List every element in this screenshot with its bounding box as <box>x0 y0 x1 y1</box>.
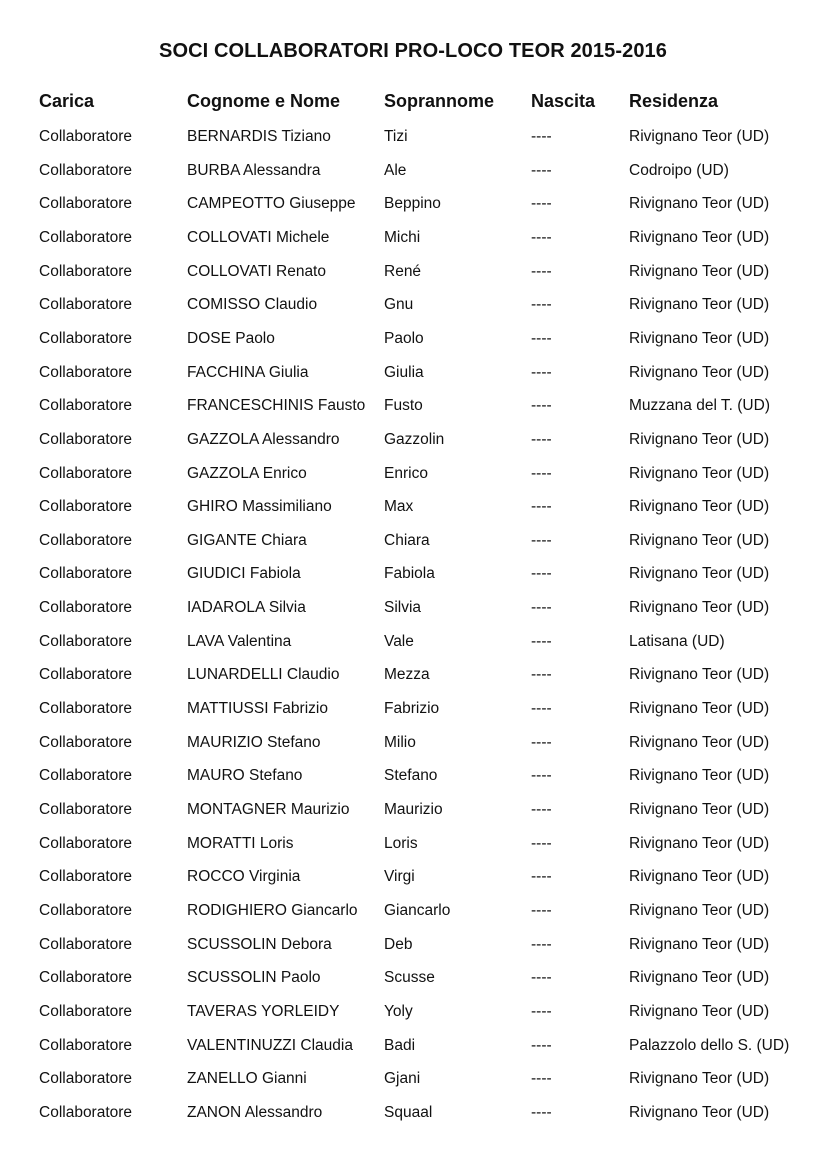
cell-nascita: ---- <box>531 1002 552 1020</box>
cell-soprannome: Loris <box>384 834 418 852</box>
cell-nome: DOSE Paolo <box>187 329 275 347</box>
cell-soprannome: Gnu <box>384 296 414 314</box>
cell-nome: COMISSO Claudio <box>187 296 318 314</box>
table-row <box>0 731 826 755</box>
table-row <box>0 596 826 620</box>
cell-nome: CAMPEOTTO Giuseppe <box>187 195 356 213</box>
cell-soprannome: Stefano <box>384 767 438 785</box>
cell-soprannome: Yoly <box>384 1002 413 1020</box>
cell-nome: IADAROLA Silvia <box>187 599 306 617</box>
cell-carica: Collaboratore <box>39 935 133 953</box>
cell-nascita: ---- <box>531 531 552 549</box>
cell-nascita: ---- <box>531 666 552 684</box>
cell-carica: Collaboratore <box>39 632 133 650</box>
cell-soprannome: Chiara <box>384 531 430 549</box>
cell-soprannome: Vale <box>384 632 414 650</box>
cell-nascita: ---- <box>531 498 552 516</box>
cell-nascita: ---- <box>531 565 552 583</box>
cell-residenza: Rivignano Teor (UD) <box>629 531 770 549</box>
cell-carica: Collaboratore <box>39 430 133 448</box>
cell-nome: FACCHINA Giulia <box>187 363 309 381</box>
cell-carica: Collaboratore <box>39 834 133 852</box>
table-row <box>0 327 826 351</box>
cell-nascita: ---- <box>531 1103 552 1121</box>
cell-carica: Collaboratore <box>39 128 133 145</box>
cell-carica: Collaboratore <box>39 700 133 718</box>
table-row <box>0 764 826 788</box>
table-header <box>0 89 826 113</box>
cell-residenza: Rivignano Teor (UD) <box>629 363 770 381</box>
cell-residenza: Muzzana del T. (UD) <box>629 397 770 415</box>
cell-soprannome: Ale <box>384 161 407 179</box>
cell-soprannome: Fabrizio <box>384 700 440 718</box>
cell-carica: Collaboratore <box>39 901 133 919</box>
cell-residenza: Rivignano Teor (UD) <box>629 1070 770 1088</box>
cell-soprannome: Giancarlo <box>384 901 451 919</box>
cell-residenza: Rivignano Teor (UD) <box>629 464 770 482</box>
cell-nome: COLLOVATI Renato <box>187 262 326 280</box>
table-row <box>0 226 826 250</box>
cell-residenza: Latisana (UD) <box>629 632 725 650</box>
cell-residenza: Codroipo (UD) <box>629 161 729 179</box>
cell-nome: FRANCESCHINIS Fausto <box>187 397 366 415</box>
table-row <box>0 697 826 721</box>
table-row <box>0 192 826 216</box>
cell-carica: Collaboratore <box>39 801 133 818</box>
cell-residenza: Rivignano Teor (UD) <box>629 733 770 751</box>
cell-carica: Collaboratore <box>39 296 133 314</box>
table-row <box>0 1067 826 1091</box>
cell-residenza: Rivignano Teor (UD) <box>629 430 770 448</box>
cell-nascita: ---- <box>531 632 552 650</box>
cell-soprannome: Mezza <box>384 666 430 684</box>
cell-nome: COLLOVATI Michele <box>187 228 330 246</box>
cell-residenza: Rivignano Teor (UD) <box>629 666 770 684</box>
cell-residenza: Rivignano Teor (UD) <box>629 935 770 953</box>
cell-residenza: Rivignano Teor (UD) <box>629 1103 770 1121</box>
header-soprannome: Soprannome <box>384 91 495 111</box>
cell-nome: GAZZOLA Alessandro <box>187 430 340 448</box>
cell-nome: GAZZOLA Enrico <box>187 464 307 482</box>
cell-nascita: ---- <box>531 969 552 987</box>
page-title: SOCI COLLABORATORI PRO-LOCO TEOR 2015-2016 <box>159 40 667 62</box>
table-row <box>0 1034 826 1058</box>
cell-residenza: Rivignano Teor (UD) <box>629 599 770 617</box>
cell-carica: Collaboratore <box>39 969 133 987</box>
cell-carica: Collaboratore <box>39 531 133 549</box>
cell-nascita: ---- <box>531 161 552 179</box>
cell-soprannome: Gjani <box>384 1070 421 1088</box>
cell-nome: GIGANTE Chiara <box>187 531 307 549</box>
table-row <box>0 125 826 149</box>
table-row <box>0 933 826 957</box>
cell-residenza: Rivignano Teor (UD) <box>629 901 770 919</box>
cell-soprannome: Beppino <box>384 195 441 213</box>
cell-carica: Collaboratore <box>39 868 133 886</box>
table-row <box>0 798 826 822</box>
table-row <box>0 630 826 654</box>
cell-soprannome: Giulia <box>384 363 424 381</box>
cell-nascita: ---- <box>531 935 552 953</box>
table-row <box>0 394 826 418</box>
cell-residenza: Palazzolo dello S. (UD) <box>629 1036 790 1054</box>
header-residenza: Residenza <box>629 91 719 111</box>
cell-carica: Collaboratore <box>39 767 133 785</box>
cell-carica: Collaboratore <box>39 329 133 347</box>
cell-nome: BURBA Alessandra <box>187 161 321 179</box>
cell-residenza: Rivignano Teor (UD) <box>629 565 770 583</box>
cell-nome: ROCCO Virginia <box>187 868 301 886</box>
cell-nascita: ---- <box>531 296 552 314</box>
table-row <box>0 159 826 183</box>
cell-nome: SCUSSOLIN Paolo <box>187 969 321 987</box>
cell-nome: MAURIZIO Stefano <box>187 733 321 751</box>
cell-carica: Collaboratore <box>39 195 133 213</box>
cell-nome: MAURO Stefano <box>187 767 303 785</box>
cell-residenza: Rivignano Teor (UD) <box>629 128 770 145</box>
table-row <box>0 966 826 990</box>
cell-nascita: ---- <box>531 195 552 213</box>
cell-residenza: Rivignano Teor (UD) <box>629 700 770 718</box>
cell-soprannome: Enrico <box>384 464 428 482</box>
cell-carica: Collaboratore <box>39 666 133 684</box>
cell-nascita: ---- <box>531 128 552 145</box>
cell-carica: Collaboratore <box>39 397 133 415</box>
cell-residenza: Rivignano Teor (UD) <box>629 228 770 246</box>
table-row <box>0 293 826 317</box>
cell-soprannome: Paolo <box>384 329 424 347</box>
cell-nascita: ---- <box>531 464 552 482</box>
cell-nascita: ---- <box>531 868 552 886</box>
table-row <box>0 899 826 923</box>
cell-nome: MATTIUSSI Fabrizio <box>187 700 328 718</box>
table-row <box>0 1000 826 1024</box>
cell-nome: BERNARDIS Tiziano <box>187 128 331 145</box>
cell-nome: TAVERAS YORLEIDY <box>187 1002 340 1020</box>
cell-nome: ZANELLO Gianni <box>187 1070 307 1088</box>
cell-nascita: ---- <box>531 834 552 852</box>
cell-carica: Collaboratore <box>39 498 133 516</box>
cell-carica: Collaboratore <box>39 565 133 583</box>
cell-carica: Collaboratore <box>39 599 133 617</box>
table-row <box>0 495 826 519</box>
cell-soprannome: Maurizio <box>384 801 443 818</box>
cell-residenza: Rivignano Teor (UD) <box>629 498 770 516</box>
cell-nome: LUNARDELLI Claudio <box>187 666 340 684</box>
cell-residenza: Rivignano Teor (UD) <box>629 329 770 347</box>
cell-soprannome: Gazzolin <box>384 430 445 448</box>
cell-residenza: Rivignano Teor (UD) <box>629 767 770 785</box>
cell-nome: ZANON Alessandro <box>187 1103 323 1121</box>
cell-nascita: ---- <box>531 262 552 280</box>
cell-carica: Collaboratore <box>39 733 133 751</box>
cell-nascita: ---- <box>531 767 552 785</box>
cell-nascita: ---- <box>531 901 552 919</box>
cell-soprannome: Max <box>384 498 414 516</box>
cell-carica: Collaboratore <box>39 363 133 381</box>
cell-nome: VALENTINUZZI Claudia <box>187 1036 353 1054</box>
cell-carica: Collaboratore <box>39 1070 133 1088</box>
cell-nascita: ---- <box>531 700 552 718</box>
cell-soprannome: Squaal <box>384 1103 433 1121</box>
cell-soprannome: Tizi <box>384 128 408 145</box>
cell-carica: Collaboratore <box>39 228 133 246</box>
table-row <box>0 663 826 687</box>
table-row <box>0 428 826 452</box>
cell-residenza: Rivignano Teor (UD) <box>629 834 770 852</box>
cell-soprannome: Fusto <box>384 397 423 415</box>
cell-residenza: Rivignano Teor (UD) <box>629 195 770 213</box>
cell-nome: MORATTI Loris <box>187 834 294 852</box>
cell-carica: Collaboratore <box>39 161 133 179</box>
cell-nascita: ---- <box>531 733 552 751</box>
cell-soprannome: Virgi <box>384 868 415 886</box>
cell-soprannome: Silvia <box>384 599 422 617</box>
cell-nascita: ---- <box>531 430 552 448</box>
cell-soprannome: Scusse <box>384 969 435 987</box>
table-row <box>0 260 826 284</box>
table-row <box>0 462 826 486</box>
cell-nascita: ---- <box>531 363 552 381</box>
cell-nascita: ---- <box>531 1036 552 1054</box>
table-row <box>0 562 826 586</box>
cell-carica: Collaboratore <box>39 1002 133 1020</box>
cell-soprannome: Fabiola <box>384 565 435 583</box>
table-row <box>0 865 826 889</box>
cell-nascita: ---- <box>531 397 552 415</box>
table-row <box>0 832 826 856</box>
cell-carica: Collaboratore <box>39 464 133 482</box>
cell-soprannome: René <box>384 262 422 280</box>
cell-soprannome: Deb <box>384 935 413 953</box>
cell-nome: LAVA Valentina <box>187 632 292 650</box>
cell-residenza: Rivignano Teor (UD) <box>629 1002 770 1020</box>
cell-nascita: ---- <box>531 1070 552 1088</box>
cell-nome: GIUDICI Fabiola <box>187 565 301 583</box>
cell-residenza: Rivignano Teor (UD) <box>629 262 770 280</box>
cell-carica: Collaboratore <box>39 1036 133 1054</box>
cell-residenza: Rivignano Teor (UD) <box>629 969 770 987</box>
cell-carica: Collaboratore <box>39 262 133 280</box>
table-row <box>0 1101 826 1125</box>
cell-nome: MONTAGNER Maurizio <box>187 801 350 818</box>
cell-residenza: Rivignano Teor (UD) <box>629 801 770 818</box>
header-nome: Cognome e Nome <box>187 91 341 111</box>
cell-soprannome: Badi <box>384 1036 416 1054</box>
cell-nome: SCUSSOLIN Debora <box>187 935 332 953</box>
cell-carica: Collaboratore <box>39 1103 133 1121</box>
cell-nome: RODIGHIERO Giancarlo <box>187 901 358 919</box>
cell-nascita: ---- <box>531 228 552 246</box>
cell-nascita: ---- <box>531 329 552 347</box>
cell-residenza: Rivignano Teor (UD) <box>629 868 770 886</box>
table-row <box>0 529 826 553</box>
header-carica: Carica <box>39 91 95 111</box>
cell-soprannome: Milio <box>384 733 416 751</box>
table-row <box>0 361 826 385</box>
cell-soprannome: Michi <box>384 228 421 246</box>
cell-nascita: ---- <box>531 599 552 617</box>
header-nascita: Nascita <box>531 91 596 111</box>
cell-nome: GHIRO Massimiliano <box>187 498 332 516</box>
cell-residenza: Rivignano Teor (UD) <box>629 296 770 314</box>
cell-nascita: ---- <box>531 801 552 818</box>
